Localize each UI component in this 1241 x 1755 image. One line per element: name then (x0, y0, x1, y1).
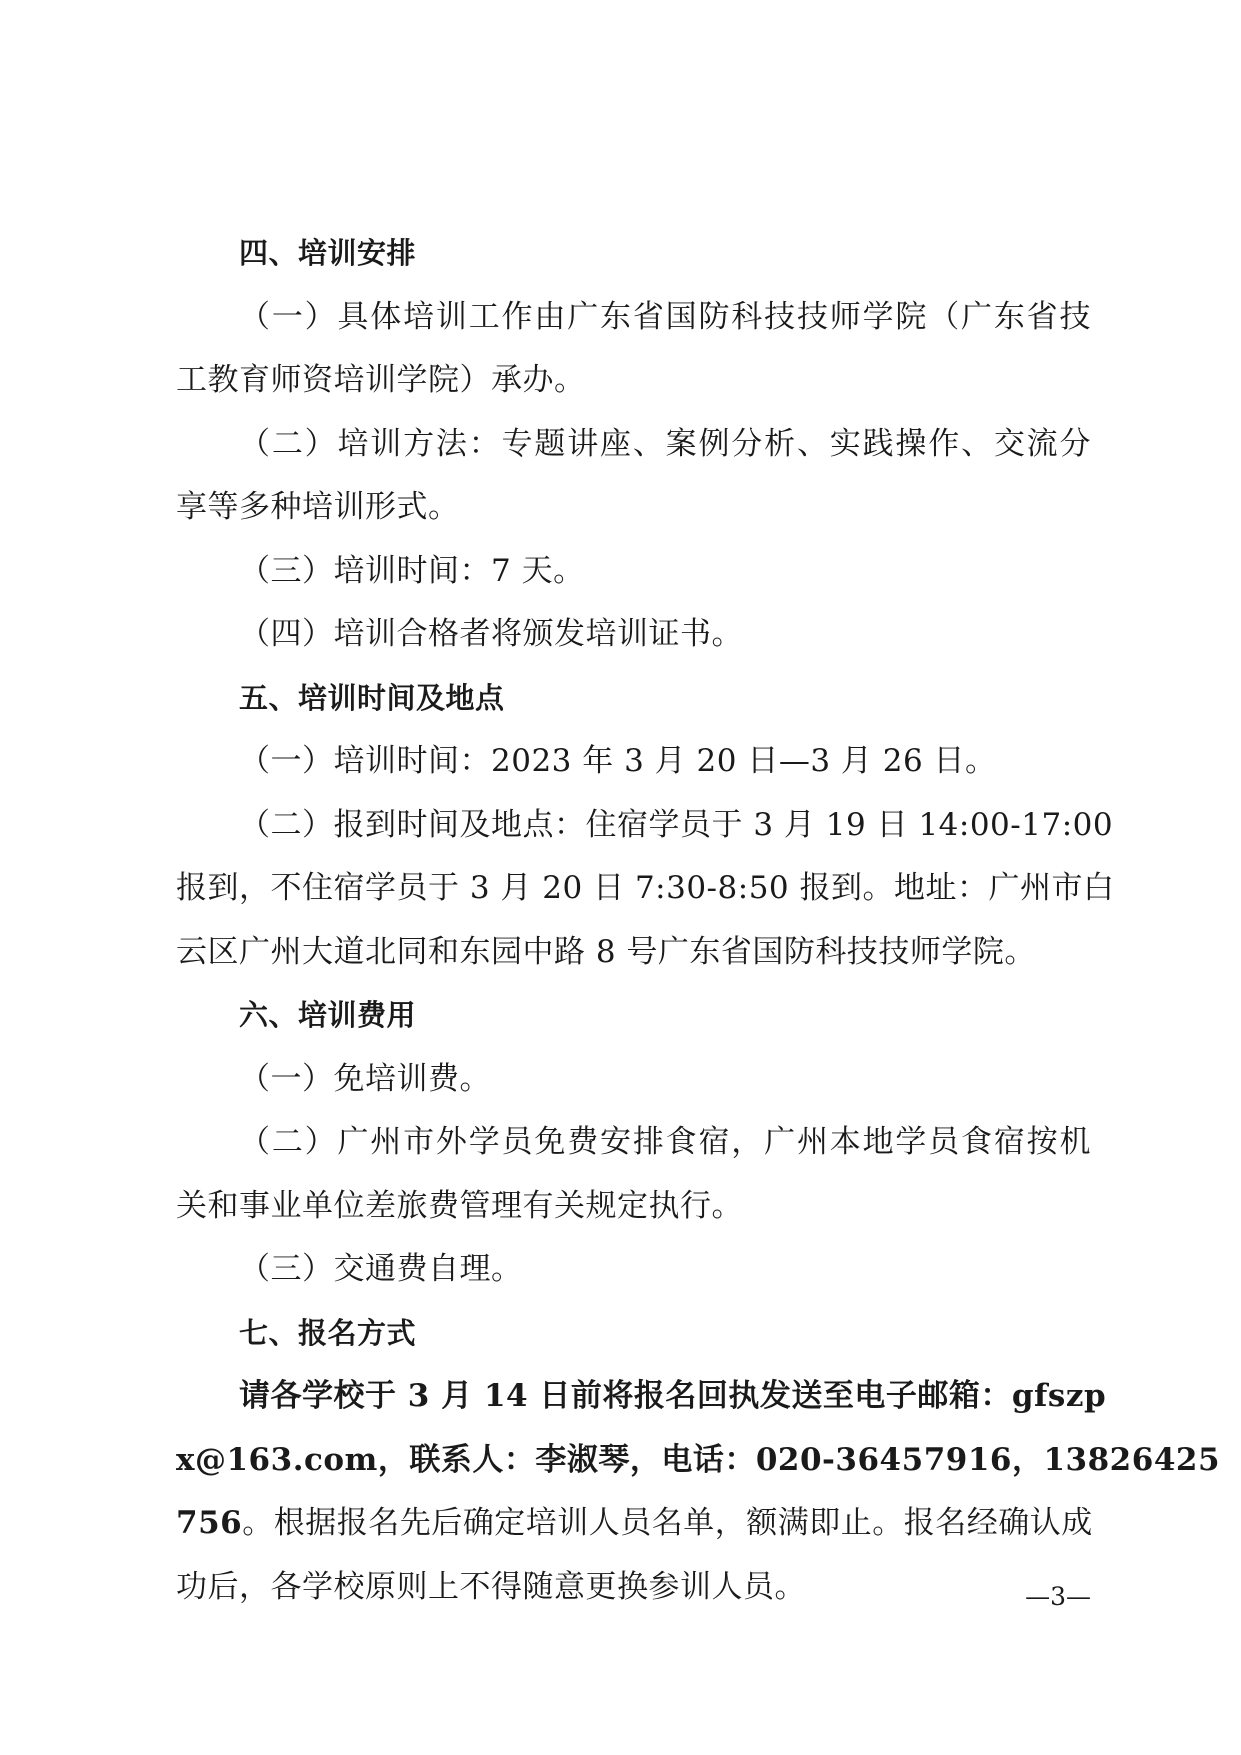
paragraph-line: （二）培训方法：专题讲座、案例分析、实践操作、交流分 (239, 425, 1091, 462)
paragraph-line: 云区广州大道北同和东园中路 8 号广东省国防科技技师学院。 (176, 933, 1036, 970)
paragraph-line: 报到，不住宿学员于 3 月 20 日 7:30-8:50 报到。地址：广州市白 (176, 870, 1115, 906)
paragraph-line: （四）培训合格者将颁发培训证书。 (239, 616, 743, 652)
paragraph-line: （二）广州市外学员免费安排食宿，广州本地学员食宿按机 (239, 1124, 1091, 1160)
section-heading-training-fees: 六、培训费用 (239, 998, 417, 1032)
paragraph-line: （一）具体培训工作由广东省国防科技技师学院（广东省技 (239, 298, 1091, 335)
document-body (176, 222, 1221, 1619)
paragraph-line: 享等多种培训形式。 (176, 489, 460, 525)
paragraph-line: （一）免培训费。 (239, 1060, 491, 1097)
registration-mixed-line (176, 1492, 1091, 1556)
paragraph-line: （三）交通费自理。 (239, 1251, 523, 1287)
paragraph-line: 工教育师资培训学院）承办。 (176, 362, 586, 398)
registration-contact-line: x@163.com，联系人：李淑琴，电话：020-36457916，13826425 (176, 1441, 1221, 1478)
registration-line: 请各学校于 3 月 14 日前将报名回执发送至电子邮箱：gfszp (239, 1378, 1107, 1414)
phone-tail: 756 (176, 1505, 243, 1541)
paragraph-line: （三）培训时间：7 天。 (239, 552, 585, 589)
registration-rule-text: 。根据报名先后确定培训人员名单，额满即止。报名经确认成 (242, 1505, 1093, 1541)
paragraph-line: 关和事业单位差旅费管理有关规定执行。 (176, 1187, 743, 1224)
section-heading-training-arrangement: 四、培训安排 (239, 236, 417, 270)
paragraph-line: （一）培训时间：2023 年 3 月 20 日—3 月 26 日。 (239, 743, 997, 779)
section-heading-registration: 七、报名方式 (239, 1315, 417, 1350)
paragraph-line: 功后，各学校原则上不得随意更换参训人员。 (176, 1568, 806, 1605)
paragraph-line: （二）报到时间及地点：住宿学员于 3 月 19 日 14:00-17:00 (239, 806, 1114, 843)
page-number: —3— (1025, 1582, 1091, 1611)
section-heading-time-location: 五、培训时间及地点 (239, 680, 505, 715)
